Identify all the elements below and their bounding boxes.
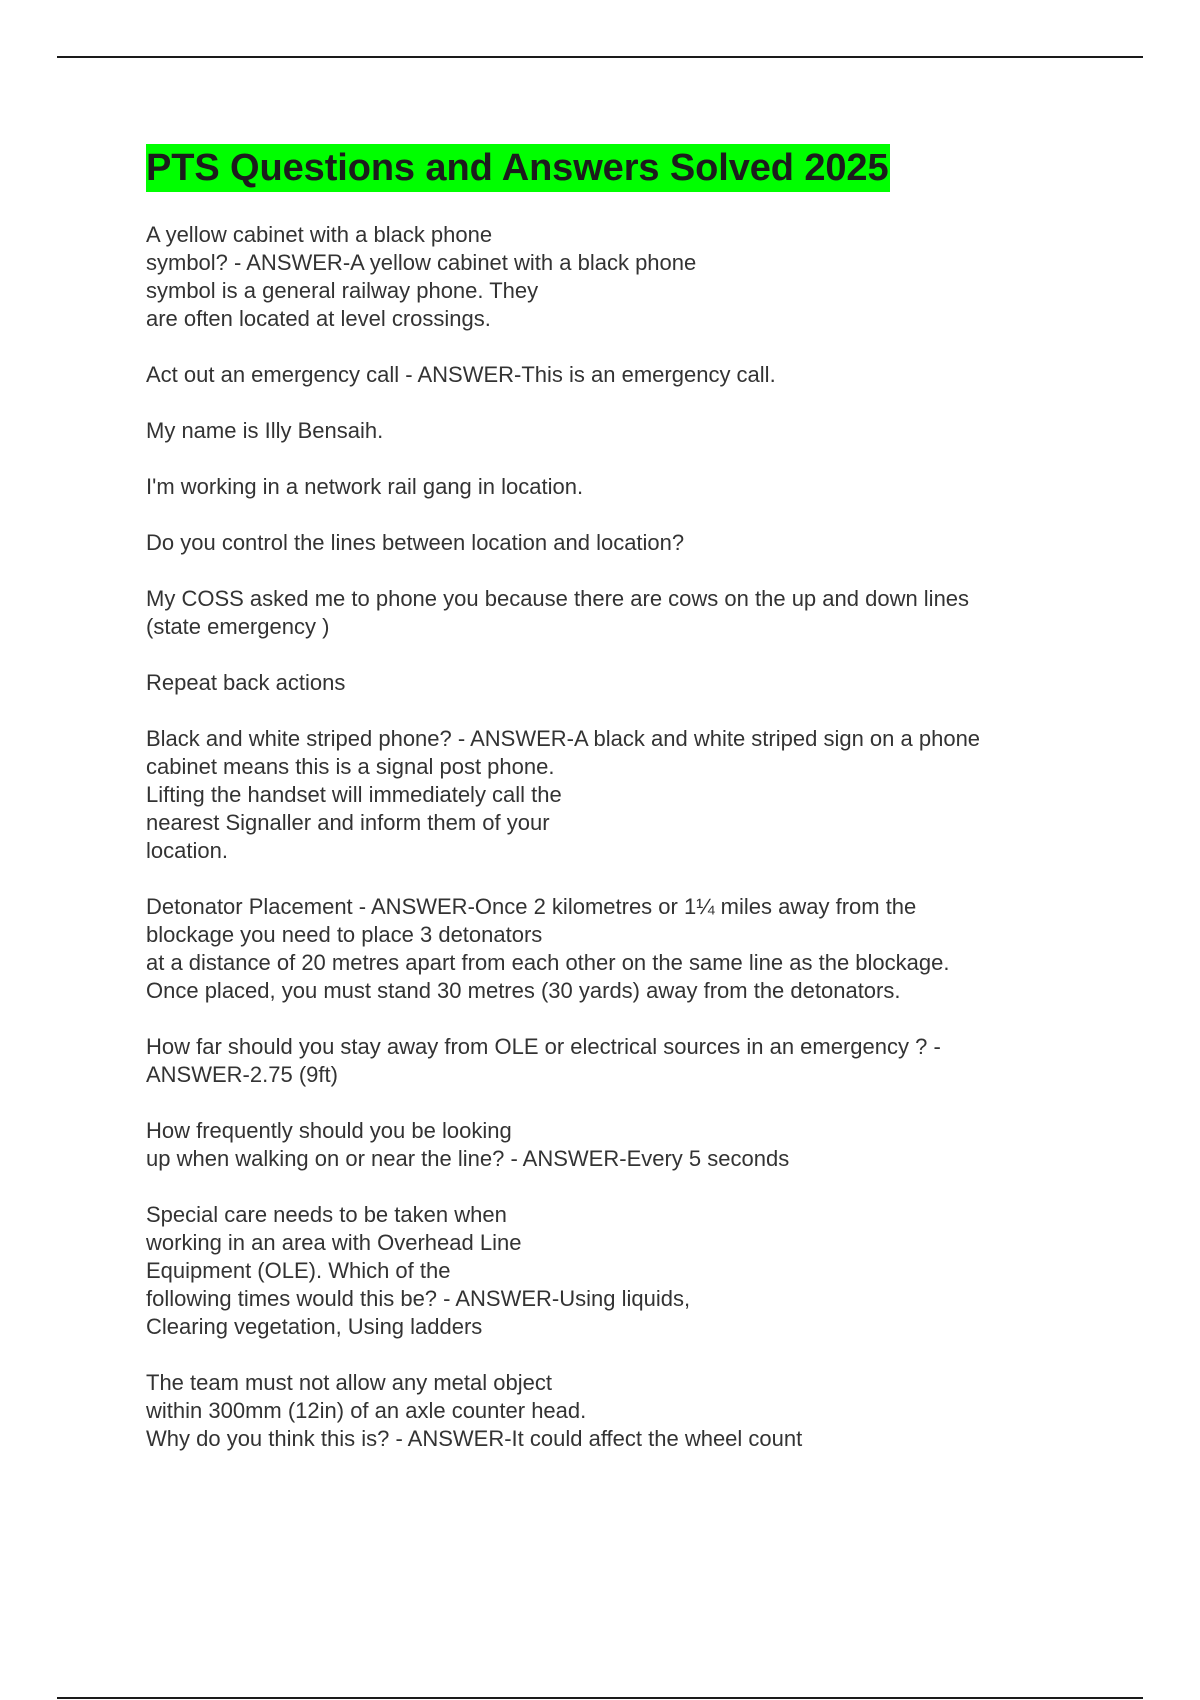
paragraph-line: nearest Signaller and inform them of your: [146, 810, 550, 835]
paragraph-line: A yellow cabinet with a black phone: [146, 222, 493, 247]
paragraph-line: The team must not allow any metal object: [146, 1370, 552, 1395]
header-rule: [57, 56, 1143, 58]
document-title: PTS Questions and Answers Solved 2025: [146, 144, 890, 192]
paragraph-line: My COSS asked me to phone you because there are cows on the up and down lines: [146, 586, 970, 611]
qa-paragraph: [146, 1369, 1086, 1453]
paragraph-line: (state emergency ): [146, 614, 330, 639]
paragraph-line: symbol is a general railway phone. They: [146, 278, 539, 303]
paragraph-line: cabinet means this is a signal post phone.: [146, 754, 555, 779]
paragraph-line: Detonator Placement - ANSWER-Once 2 kilometres or 1¼ miles away from the: [146, 894, 917, 919]
qa-paragraph: [146, 669, 1086, 697]
qa-paragraph: [146, 529, 1086, 557]
paragraph-line: working in an area with Overhead Line: [146, 1230, 522, 1255]
qa-paragraph: [146, 361, 1086, 389]
paragraph-line: Why do you think this is? - ANSWER-It could affect the wheel count: [146, 1426, 803, 1451]
qa-paragraph: [146, 1201, 1086, 1341]
qa-paragraph: [146, 585, 1086, 641]
paragraph-line: Do you control the lines between location and location?: [146, 530, 685, 555]
qa-paragraph: [146, 473, 1086, 501]
paragraph-line: ANSWER-2.75 (9ft): [146, 1062, 338, 1087]
paragraph-line: blockage you need to place 3 detonators: [146, 922, 543, 947]
paragraph-line: Lifting the handset will immediately call the: [146, 782, 562, 807]
paragraph-line: are often located at level crossings.: [146, 306, 491, 331]
paragraph-line: within 300mm (12in) of an axle counter head.: [146, 1398, 587, 1423]
paragraph-line: Clearing vegetation, Using ladders: [146, 1314, 483, 1339]
document-body: [146, 144, 1086, 1481]
paragraph-line: How frequently should you be looking: [146, 1118, 512, 1143]
qa-paragraph: [146, 1033, 1086, 1089]
qa-paragraph: [146, 725, 1086, 865]
paragraph-line: up when walking on or near the line? - ANSWER-Every 5 seconds: [146, 1146, 790, 1171]
paragraph-line: following times would this be? - ANSWER-Using liquids,: [146, 1286, 691, 1311]
paragraph-line: location.: [146, 838, 228, 863]
paragraph-line: How far should you stay away from OLE or electrical sources in an emergency ? -: [146, 1034, 941, 1059]
footer-rule: [57, 1697, 1143, 1699]
paragraph-line: Act out an emergency call - ANSWER-This is an emergency call.: [146, 362, 776, 387]
qa-paragraph: [146, 417, 1086, 445]
paragraph-line: Black and white striped phone? - ANSWER-A black and white striped sign on a phone: [146, 726, 981, 751]
qa-paragraph: [146, 893, 1086, 1005]
qa-list: [146, 221, 1086, 1453]
paragraph-line: I'm working in a network rail gang in location.: [146, 474, 584, 499]
paragraph-line: Once placed, you must stand 30 metres (30 yards) away from the detonators.: [146, 978, 901, 1003]
paragraph-line: Equipment (OLE). Which of the: [146, 1258, 451, 1283]
paragraph-line: at a distance of 20 metres apart from each other on the same line as the blockage.: [146, 950, 950, 975]
paragraph-line: My name is Illy Bensaih.: [146, 418, 384, 443]
paragraph-line: symbol? - ANSWER-A yellow cabinet with a black phone: [146, 250, 697, 275]
qa-paragraph: [146, 1117, 1086, 1173]
paragraph-line: Repeat back actions: [146, 670, 346, 695]
qa-paragraph: [146, 221, 1086, 333]
paragraph-line: Special care needs to be taken when: [146, 1202, 507, 1227]
